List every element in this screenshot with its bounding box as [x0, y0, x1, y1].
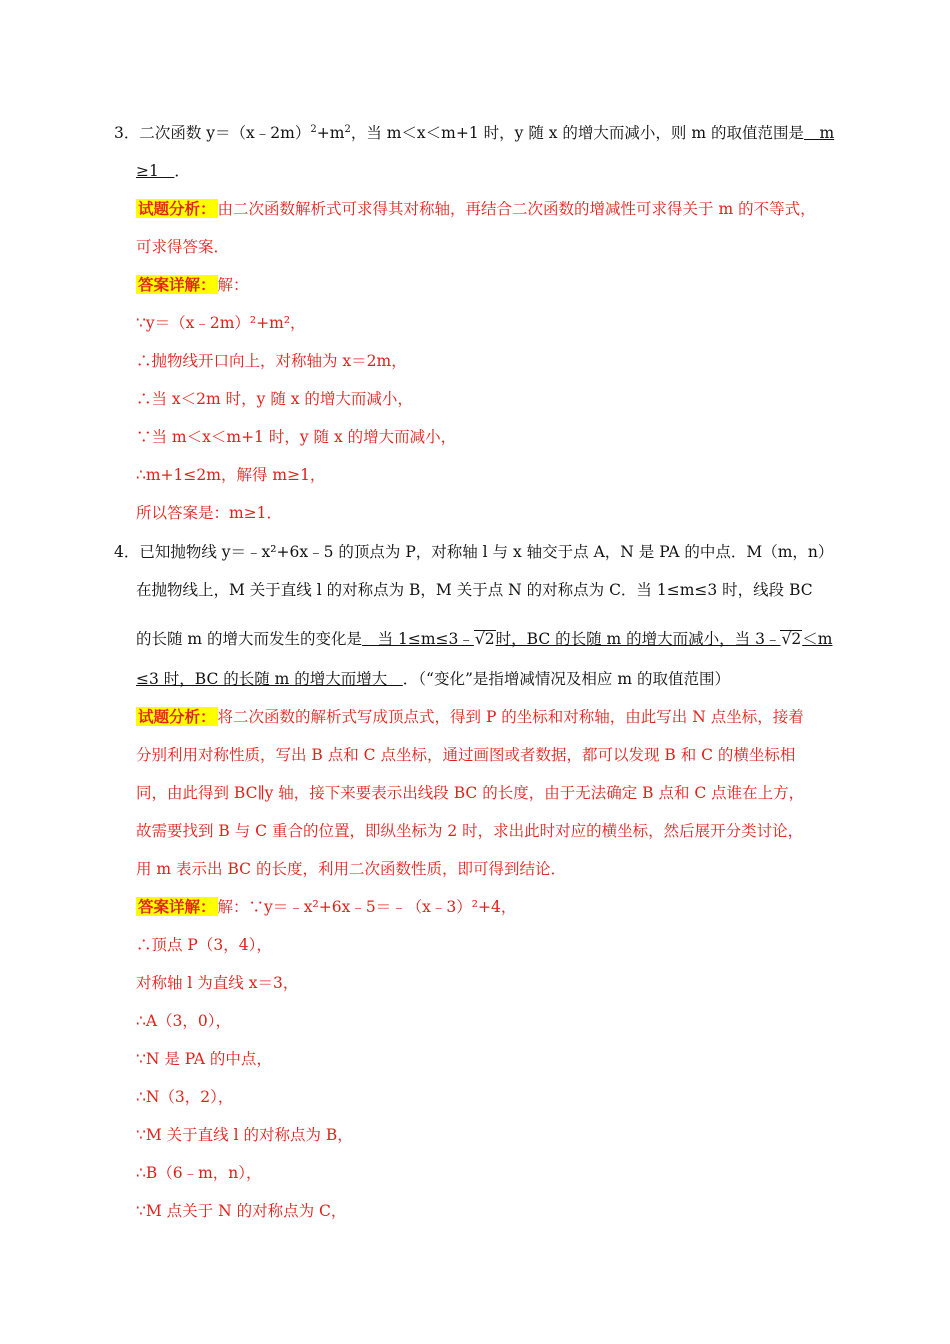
q3-number: 3．: [114, 124, 140, 142]
q4-answer-1: [362, 630, 832, 648]
q4-stem-4: ．（“变化”是指增减情况及相应 m 的取值范围）: [402, 670, 730, 688]
q4-step: 对称轴 l 为直线 x＝3，: [136, 974, 299, 992]
q4-stem-1: 已知抛物线 y＝﹣x²+6x﹣5 的顶点为 P，对称轴 l 与 x 轴交于点 A，N 是 PA 的中点．M（m，n）: [139, 543, 834, 561]
q3-analysis-line2: 可求得答案．: [136, 238, 230, 256]
q4-answer-2: ≤3 时，BC 的长随 m 的增大而增大: [136, 670, 403, 688]
q3-analysis-label: 试题分析：: [138, 199, 216, 218]
q3-analysis-line1: [136, 198, 816, 220]
q4-step: ∵N 是 PA 的中点，: [136, 1050, 272, 1068]
q4-answer-1b: 时，BC 的长随 m 的增大而减小，当 3﹣: [495, 630, 781, 648]
q4-solution-header: [136, 896, 516, 918]
q3-step: ∵当 m＜x＜m+1 时，y 随 x 的增大而减小，: [136, 428, 457, 446]
q3-answer-b: ≥1: [136, 162, 175, 180]
q4-stem-line1: [114, 541, 833, 563]
q4-number: 4．: [114, 543, 140, 561]
q3-step: 所以答案是：m≥1．: [136, 504, 283, 522]
q4-stem-3a: 的长随 m 的增大而发生的变化是: [136, 630, 363, 648]
q4-step: ∴A（3，0），: [136, 1012, 232, 1030]
q4-step: ∴N（3，2），: [136, 1088, 234, 1106]
q3-analysis-1: 由二次函数解析式可求得其对称轴，再结合二次函数的增减性可求得关于 m 的不等式，: [217, 200, 816, 218]
q3-stem-line2: [136, 160, 190, 182]
q4-step: ∴顶点 P（3，4），: [136, 936, 272, 954]
q3-stem-b: +m: [316, 124, 345, 142]
q4-analysis-line: 故需要找到 B 与 C 重合的位置，即纵坐标为 2 时，求出此时对应的横坐标，然后展开分类讨论，: [136, 822, 804, 840]
q4-step: ∴B（6﹣m，n），: [136, 1164, 262, 1182]
q4-analysis-line: 用 m 表示出 BC 的长度，利用二次函数性质，即可得到结论．: [136, 860, 566, 878]
q4-step: ∵M 点关于 N 的对称点为 C，: [136, 1202, 347, 1220]
q4-analysis-line: 分别利用对称性质，写出 B 点和 C 点坐标，通过画图或者数据，都可以发现 B 和 C 的横坐标相: [136, 746, 796, 764]
q3-step: ∴m+1≤2m，解得 m≥1，: [136, 466, 326, 484]
q4-analysis-line1: [136, 706, 804, 728]
sqrt-symbol: √2: [474, 630, 495, 648]
q3-exp: 2: [310, 124, 317, 135]
q3-answer-a: m: [804, 124, 835, 142]
q4-answer-1a: 当 1≤m≤3﹣: [362, 630, 474, 648]
q3-stem-c: ，当 m＜x＜m+1 时，y 随 x 的增大而减小，则 m 的取值范围是: [350, 124, 804, 142]
q3-solution-header: [136, 274, 249, 296]
q3-solution-intro: 解：: [217, 276, 249, 294]
q4-analysis-text: 将二次函数的解析式写成顶点式，得到 P 的坐标和对称轴，由此写出 N 点坐标，接着: [217, 708, 804, 726]
q4-solution-first: 解：∵y＝﹣x²+6x﹣5＝﹣（x﹣3）²+4，: [217, 898, 517, 916]
q4-solution-label: 答案详解：: [138, 897, 216, 916]
q4-stem-line2: 在抛物线上，M 关于直线 l 的对称点为 B，M 关于点 N 的对称点为 C．当 1≤m≤3 时，线段 BC: [136, 581, 813, 599]
q4-answer-1c: ＜m: [802, 630, 833, 648]
q3-stem-a: 二次函数 y＝（x﹣2m）: [139, 124, 311, 142]
q3-solution-label: 答案详解：: [138, 275, 216, 294]
q3-step: ∵y＝（x﹣2m）²+m²，: [136, 314, 306, 332]
q4-stem-line4: [136, 668, 730, 690]
sqrt-arg: 2: [791, 630, 802, 648]
q4-stem-line3: [136, 628, 832, 650]
sqrt-arg: 2: [484, 630, 495, 648]
q4-analysis-line: 同，由此得到 BC∥y 轴，接下来要表示出线段 BC 的长度，由于无法确定 B 点和 C 点谁在上方，: [136, 784, 805, 802]
sqrt-symbol: √2: [781, 630, 802, 648]
q3-period: ．: [174, 162, 190, 180]
q4-analysis-label: 试题分析：: [138, 707, 216, 726]
q3-step: ∴抛物线开口向上，对称轴为 x＝2m，: [136, 352, 407, 370]
q3-exp-b: 2: [344, 124, 351, 135]
q3-step: ∴当 x＜2m 时，y 随 x 的增大而减小，: [136, 390, 413, 408]
q4-step: ∵M 关于直线 l 的对称点为 B，: [136, 1126, 353, 1144]
q3-stem-line1: [114, 122, 834, 144]
